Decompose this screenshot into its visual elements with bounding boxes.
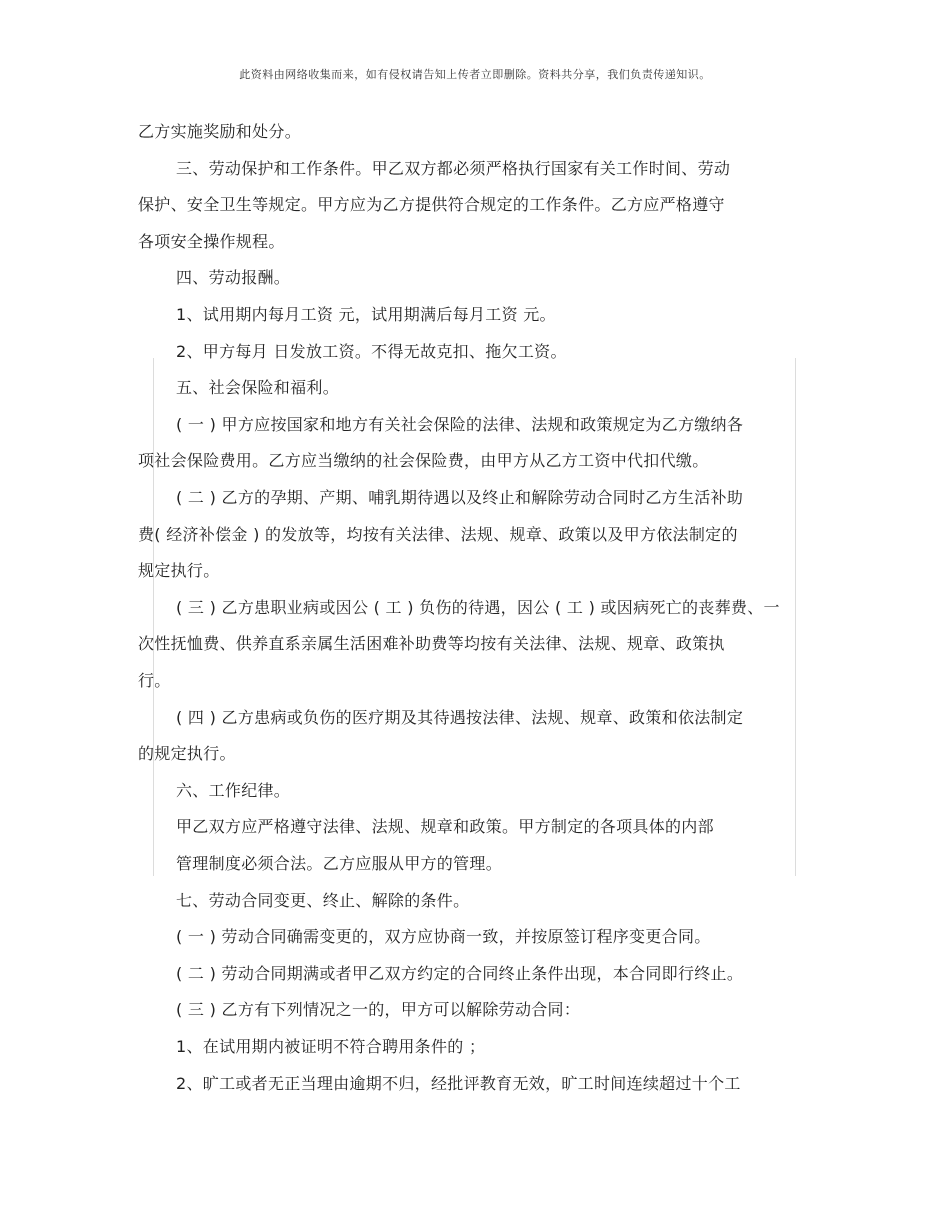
paragraph-line: ( 二 ) 劳动合同期满或者甲乙双方约定的合同终止条件出现，本合同即行终止。 xyxy=(176,964,744,983)
paragraph-line: 各项安全操作规程。 xyxy=(138,232,285,251)
paragraph-line: ( 三 ) 乙方有下列情况之一的，甲方可以解除劳动合同： xyxy=(176,1000,581,1019)
paragraph-line: 1、试用期内每月工资 元，试用期满后每月工资 元。 xyxy=(176,305,556,324)
paragraph-line: ( 三 ) 乙方患职业病或因公 ( 工 ) 负伤的待遇，因公 ( 工 ) 或因病死亡的丧葬费、一 xyxy=(176,598,780,617)
paragraph-line: 管理制度必须合法。乙方应服从甲方的管理。 xyxy=(176,854,503,873)
paragraph-line: 行。 xyxy=(138,671,171,690)
paragraph-line: 保护、安全卫生等规定。甲方应为乙方提供符合规定的工作条件。乙方应严格遵守 xyxy=(138,195,725,214)
paragraph-line: 甲乙双方应严格遵守法律、法规、规章和政策。甲方制定的各项具体的内部 xyxy=(176,817,714,836)
paragraph-line: ( 一 ) 劳动合同确需变更的，双方应协商一致，并按原签订程序变更合同。 xyxy=(176,927,711,946)
paragraph-line: 规定执行。 xyxy=(138,561,220,580)
paragraph-line: 六、工作纪律。 xyxy=(176,781,291,800)
paragraph-line: 的规定执行。 xyxy=(138,744,236,763)
paragraph-line: 乙方实施奖励和处分。 xyxy=(138,122,302,141)
paragraph-line: 次性抚恤费、供养直系亲属生活困难补助费等均按有关法律、法规、规章、政策执 xyxy=(138,634,725,653)
paragraph-line: 2、甲方每月 日发放工资。不得无故克扣、拖欠工资。 xyxy=(176,342,567,361)
paragraph-line: 费( 经济补偿金 ) 的发放等，均按有关法律、法规、规章、政策以及甲方依法制定的 xyxy=(138,525,738,544)
paragraph-line: 五、社会保险和福利。 xyxy=(176,378,340,397)
paragraph-line: 项社会保险费用。乙方应当缴纳的社会保险费，由甲方从乙方工资中代扣代缴。 xyxy=(138,451,709,470)
page-header-notice: 此资料由网络收集而来，如有侵权请告知上传者立即删除。资料共分享，我们负责传递知识。 xyxy=(239,68,711,81)
paragraph-line: ( 一 ) 甲方应按国家和地方有关社会保险的法律、法规和政策规定为乙方缴纳各 xyxy=(176,415,744,434)
paragraph-line: 2、旷工或者无正当理由逾期不归，经批评教育无效，旷工时间连续超过十个工 xyxy=(176,1074,741,1093)
paragraph-line: ( 二 ) 乙方的孕期、产期、哺乳期待遇以及终止和解除劳动合同时乙方生活补助 xyxy=(176,488,744,507)
paragraph-line: 三、劳动保护和工作条件。甲乙双方都必须严格执行国家有关工作时间、劳动 xyxy=(176,159,731,178)
paragraph-line: ( 四 ) 乙方患病或负伤的医疗期及其待遇按法律、法规、规章、政策和依法制定 xyxy=(176,708,744,727)
paragraph-line: 四、劳动报酬。 xyxy=(176,268,291,287)
paragraph-line: 七、劳动合同变更、终止、解除的条件。 xyxy=(176,891,470,910)
paragraph-line: 1、在试用期内被证明不符合聘用条件的 ； xyxy=(176,1037,486,1056)
